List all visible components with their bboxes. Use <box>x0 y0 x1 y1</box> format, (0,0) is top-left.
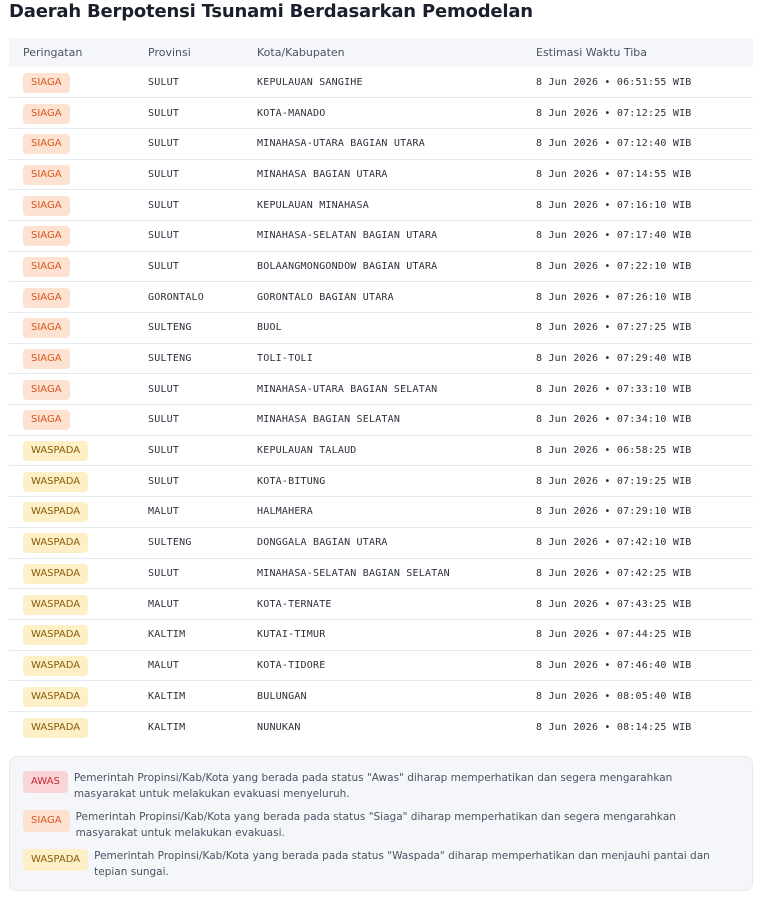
cell-waktu: 8 Jun 2026 • 07:12:40 WIB <box>520 128 753 159</box>
table-row[interactable] <box>9 159 753 190</box>
cell-provinsi: SULTENG <box>132 343 241 374</box>
cell-provinsi: SULUT <box>132 405 241 436</box>
cell-kota: KOTA-TIDORE <box>241 650 520 681</box>
cell-waktu: 8 Jun 2026 • 07:44:25 WIB <box>520 619 753 650</box>
cell-peringatan <box>9 558 132 589</box>
cell-waktu: 8 Jun 2026 • 07:19:25 WIB <box>520 466 753 497</box>
cell-provinsi: SULTENG <box>132 313 241 344</box>
cell-kota: KOTA-BITUNG <box>241 466 520 497</box>
header-peringatan[interactable]: Peringatan <box>9 38 132 67</box>
cell-kota: MINAHASA BAGIAN SELATAN <box>241 405 520 436</box>
table-row[interactable] <box>9 251 753 282</box>
cell-waktu: 8 Jun 2026 • 07:33:10 WIB <box>520 374 753 405</box>
cell-peringatan <box>9 220 132 251</box>
status-badge: WASPADA <box>23 441 88 461</box>
status-badge: SIAGA <box>23 257 70 277</box>
cell-peringatan <box>9 374 132 405</box>
status-badge: WASPADA <box>23 595 88 615</box>
page-title: Daerah Berpotensi Tsunami Berdasarkan Pemodelan <box>9 1 533 22</box>
cell-peringatan <box>9 343 132 374</box>
cell-waktu: 8 Jun 2026 • 07:34:10 WIB <box>520 405 753 436</box>
status-badge: SIAGA <box>23 349 70 369</box>
status-badge: WASPADA <box>23 502 88 522</box>
table-row[interactable] <box>9 98 753 129</box>
cell-peringatan <box>9 589 132 620</box>
cell-provinsi: SULTENG <box>132 527 241 558</box>
cell-kota: KEPULAUAN MINAHASA <box>241 190 520 221</box>
table-row[interactable] <box>9 405 753 436</box>
cell-provinsi: SULUT <box>132 466 241 497</box>
cell-kota: MINAHASA-UTARA BAGIAN UTARA <box>241 128 520 159</box>
cell-waktu: 8 Jun 2026 • 07:14:55 WIB <box>520 159 753 190</box>
table-row[interactable] <box>9 435 753 466</box>
cell-provinsi: SULUT <box>132 128 241 159</box>
cell-kota: MINAHASA BAGIAN UTARA <box>241 159 520 190</box>
cell-peringatan <box>9 282 132 313</box>
status-badge: SIAGA <box>23 226 70 246</box>
cell-kota: BUOL <box>241 313 520 344</box>
header-provinsi[interactable]: Provinsi <box>132 38 241 67</box>
siaga-badge: SIAGA <box>23 810 70 832</box>
header-kota-kabupaten[interactable]: Kota/Kabupaten <box>241 38 520 67</box>
cell-peringatan <box>9 435 132 466</box>
cell-kota: MINAHASA-UTARA BAGIAN SELATAN <box>241 374 520 405</box>
status-badge: SIAGA <box>23 318 70 338</box>
table-row[interactable] <box>9 650 753 681</box>
cell-kota: MINAHASA-SELATAN BAGIAN UTARA <box>241 220 520 251</box>
cell-kota: NUNUKAN <box>257 721 301 733</box>
cell-provinsi: KALTIM <box>132 619 241 650</box>
cell-waktu: 8 Jun 2026 • 07:43:25 WIB <box>520 589 753 620</box>
cell-peringatan <box>9 405 132 436</box>
table-row[interactable] <box>9 497 753 528</box>
cell-provinsi: SULUT <box>132 220 241 251</box>
status-badge: WASPADA <box>23 656 88 676</box>
cell-peringatan <box>9 67 132 98</box>
status-badge: WASPADA <box>23 472 88 492</box>
cell-waktu: 8 Jun 2026 • 06:58:25 WIB <box>520 435 753 466</box>
status-badge: SIAGA <box>23 165 70 185</box>
table-row[interactable] <box>9 558 753 589</box>
cell-waktu: 8 Jun 2026 • 07:29:10 WIB <box>520 497 753 528</box>
table-row[interactable] <box>9 711 753 742</box>
table-row[interactable] <box>9 190 753 221</box>
cell-waktu: 8 Jun 2026 • 07:22:10 WIB <box>520 251 753 282</box>
cell-provinsi: SULUT <box>132 251 241 282</box>
header-estimasi-waktu-tiba[interactable]: Estimasi Waktu Tiba <box>520 38 753 67</box>
table-header <box>9 38 753 67</box>
cell-peringatan <box>9 190 132 221</box>
cell-waktu: 8 Jun 2026 • 07:17:40 WIB <box>520 220 753 251</box>
table-row[interactable] <box>9 527 753 558</box>
table-row[interactable] <box>9 128 753 159</box>
cell-waktu: 8 Jun 2026 • 07:46:40 WIB <box>520 650 753 681</box>
status-badge: WASPADA <box>23 533 88 553</box>
table-row[interactable] <box>9 589 753 620</box>
cell-peringatan <box>9 497 132 528</box>
cell-kota: HALMAHERA <box>241 497 520 528</box>
cell-peringatan <box>9 128 132 159</box>
cell-kota: KOTA-TERNATE <box>241 589 520 620</box>
cell-kota: DONGGALA BAGIAN UTARA <box>241 527 520 558</box>
cell-provinsi: SULUT <box>132 435 241 466</box>
cell-provinsi: SULUT <box>132 98 241 129</box>
status-badge: SIAGA <box>23 288 70 308</box>
cell-waktu: 8 Jun 2026 • 06:51:55 WIB <box>520 67 753 98</box>
status-badge: WASPADA <box>23 718 88 738</box>
cell-peringatan <box>9 466 132 497</box>
cell-provinsi: MALUT <box>132 650 241 681</box>
awas-badge: AWAS <box>23 771 68 793</box>
cell-waktu: 8 Jun 2026 • 07:26:10 WIB <box>520 282 753 313</box>
cell-provinsi: MALUT <box>132 497 241 528</box>
cell-peringatan <box>9 251 132 282</box>
cell-provinsi: KALTIM <box>132 681 241 712</box>
cell-provinsi: GORONTALO <box>132 282 241 313</box>
status-badge: WASPADA <box>23 625 88 645</box>
cell-kota: GORONTALO BAGIAN UTARA <box>241 282 520 313</box>
table-row[interactable] <box>9 343 753 374</box>
table-row[interactable] <box>9 374 753 405</box>
status-legend-box <box>9 756 753 891</box>
cell-peringatan <box>9 98 132 129</box>
cell-waktu: 8 Jun 2026 • 08:05:40 WIB <box>520 681 753 712</box>
cell-waktu: 8 Jun 2026 • 08:14:25 WIB <box>536 721 692 733</box>
table-row[interactable] <box>9 220 753 251</box>
tsunami-table <box>9 38 753 742</box>
note-siaga <box>23 809 736 841</box>
cell-kota: BOLAANGMONGONDOW BAGIAN UTARA <box>241 251 520 282</box>
note-awas <box>23 770 724 802</box>
cell-provinsi: SULUT <box>132 558 241 589</box>
tsunami-table-container <box>9 38 753 742</box>
status-badge: SIAGA <box>23 380 70 400</box>
table-row[interactable] <box>9 67 753 98</box>
note-siaga-text: Pemerintah Propinsi/Kab/Kota yang berada pada status "Siaga" diharap memperhatikan dan segera mengarahkan masyarakat untuk melakukan evakuasi. <box>75 811 676 839</box>
cell-provinsi: SULUT <box>132 67 241 98</box>
cell-kota: KUTAI-TIMUR <box>241 619 520 650</box>
cell-kota: KEPULAUAN SANGIHE <box>241 67 520 98</box>
table-row[interactable] <box>9 282 753 313</box>
cell-kota: TOLI-TOLI <box>241 343 520 374</box>
cell-waktu: 8 Jun 2026 • 07:42:25 WIB <box>520 558 753 589</box>
table-row[interactable] <box>9 466 753 497</box>
cell-provinsi: SULUT <box>132 190 241 221</box>
status-badge: SIAGA <box>23 104 70 124</box>
cell-waktu: 8 Jun 2026 • 07:12:25 WIB <box>520 98 753 129</box>
cell-peringatan <box>9 650 132 681</box>
note-awas-text: Pemerintah Propinsi/Kab/Kota yang berada pada status "Awas" diharap memperhatikan dan segera mengarahkan masyarakat untuk melakukan evakuasi menyeluruh. <box>73 772 673 800</box>
cell-waktu: 8 Jun 2026 • 07:27:25 WIB <box>520 313 753 344</box>
note-waspada <box>23 848 724 880</box>
cell-peringatan <box>9 619 132 650</box>
status-badge: SIAGA <box>23 134 70 154</box>
cell-peringatan <box>9 681 132 712</box>
status-badge: WASPADA <box>23 564 88 584</box>
cell-kota: KOTA-MANADO <box>241 98 520 129</box>
table-row[interactable] <box>9 313 753 344</box>
cell-peringatan <box>9 711 132 742</box>
cell-provinsi: MALUT <box>132 589 241 620</box>
cell-waktu: 8 Jun 2026 • 07:42:10 WIB <box>520 527 753 558</box>
status-badge: WASPADA <box>23 687 88 707</box>
cell-provinsi: SULUT <box>132 159 241 190</box>
cell-provinsi: KALTIM <box>148 721 186 733</box>
note-waspada-text: Pemerintah Propinsi/Kab/Kota yang berada pada status "Waspada" diharap memperhatikan dan menjauhi pantai dan tepian sungai. <box>94 850 710 878</box>
table-row[interactable] <box>9 681 753 712</box>
cell-peringatan <box>9 159 132 190</box>
cell-waktu: 8 Jun 2026 • 07:29:40 WIB <box>520 343 753 374</box>
cell-waktu: 8 Jun 2026 • 07:16:10 WIB <box>520 190 753 221</box>
table-row[interactable] <box>9 619 753 650</box>
cell-peringatan <box>9 313 132 344</box>
cell-kota: KEPULAUAN TALAUD <box>241 435 520 466</box>
status-badge: SIAGA <box>23 73 70 93</box>
table-body <box>9 67 753 742</box>
cell-kota: MINAHASA-SELATAN BAGIAN SELATAN <box>241 558 520 589</box>
waspada-badge: WASPADA <box>23 849 88 871</box>
cell-peringatan <box>9 527 132 558</box>
cell-kota: BULUNGAN <box>241 681 520 712</box>
status-badge: SIAGA <box>23 410 70 430</box>
cell-provinsi: SULUT <box>132 374 241 405</box>
status-badge: SIAGA <box>23 196 70 216</box>
